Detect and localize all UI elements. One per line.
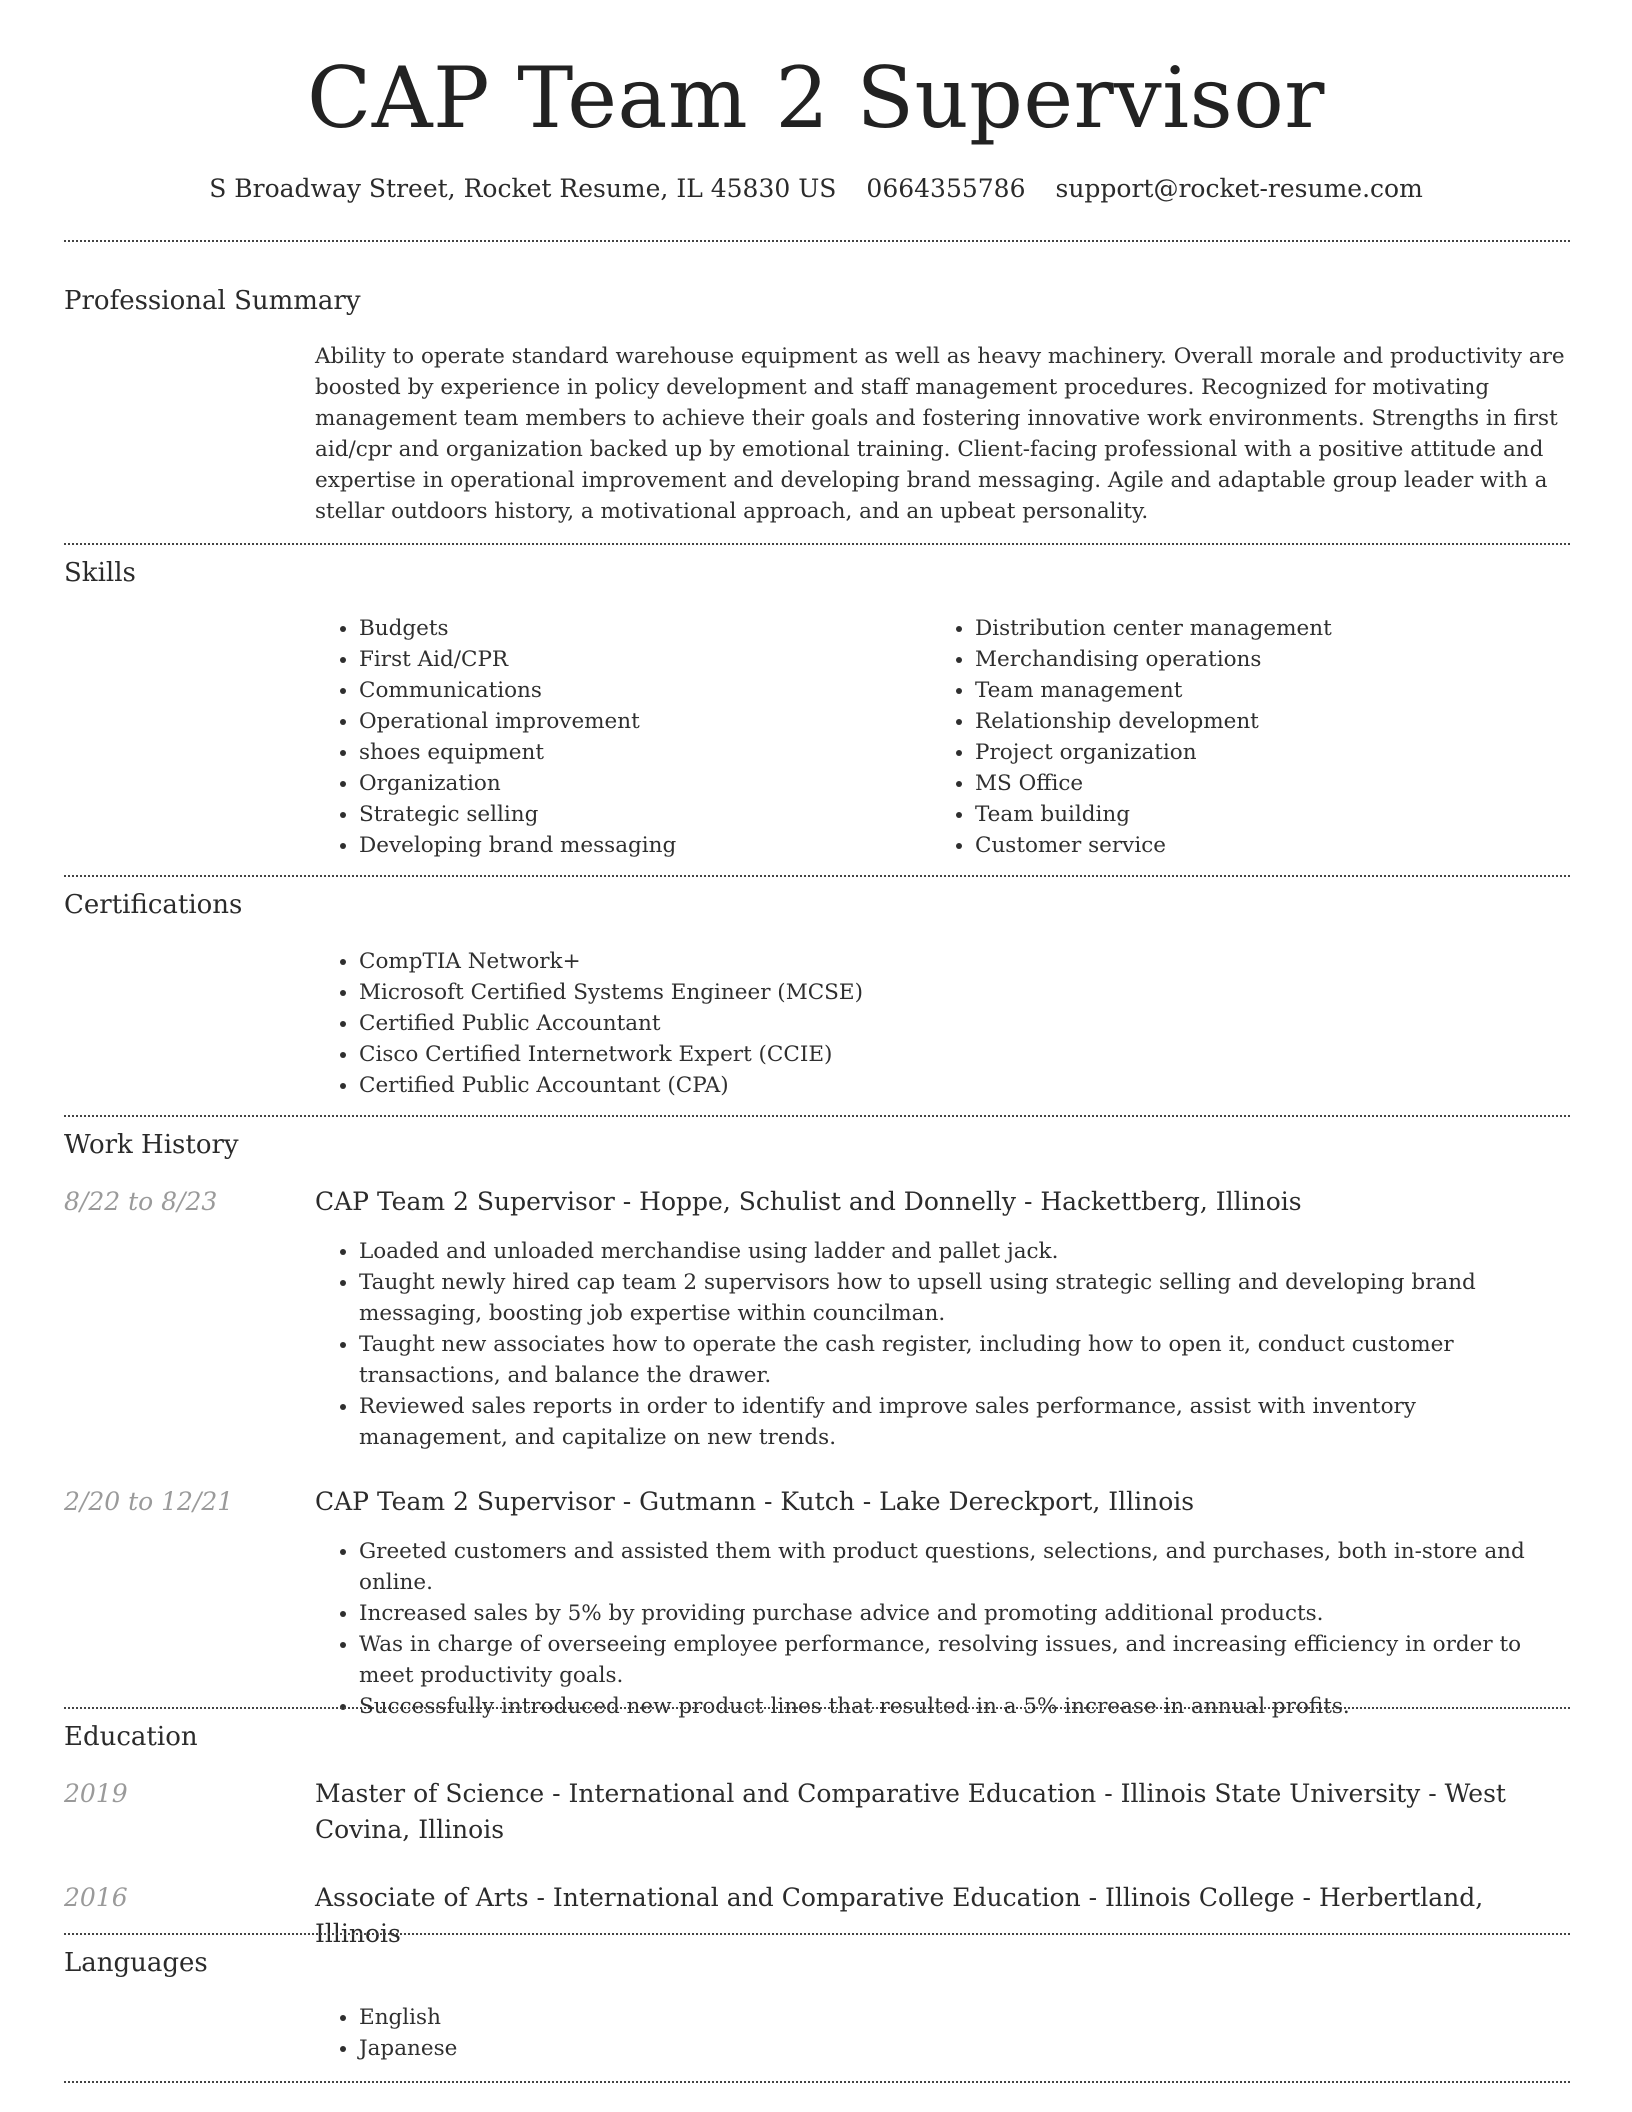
skill-item: • Merchandising operations xyxy=(975,644,1571,675)
education-date: 2019 xyxy=(64,1779,128,1808)
job-heading: CAP Team 2 Supervisor - Gutmann - Kutch - Lake Dereckport, Illinois xyxy=(315,1487,1195,1516)
skill-item: • Operational improvement xyxy=(359,706,915,737)
summary-text: Ability to operate standard warehouse equipment as well as heavy machinery. Overall morale and productivity are boosted by experience in policy development and staff management procedures. Recognized for motivating management team members to achieve their goals and fostering innovative work environments. Strengths in first aid/cpr and organization backed up by emotional training. Client-facing professional with a positive attitude and expertise in operational improvement and developing brand messaging. Agile and adaptable group leader with a stellar outdoors history, a motivational approach, and an upbeat personality. xyxy=(315,344,1565,524)
language-item: • Japanese xyxy=(359,2033,915,2064)
divider xyxy=(64,1933,1570,1935)
skill-item: • Team management xyxy=(975,675,1571,706)
language-item: • English xyxy=(359,2002,915,2033)
skill-item: • MS Office xyxy=(975,768,1571,799)
job-duty-item: • Loaded and unloaded merchandise using ladder and pallet jack. xyxy=(359,1236,1570,1267)
skill-item: • Strategic selling xyxy=(359,799,915,830)
education-heading-item: Master of Science - International and Comparative Education - Illinois State University - West Covina, Illinois xyxy=(315,1779,1506,1844)
certification-item: • Certified Public Accountant (CPA) xyxy=(359,1070,1565,1101)
skill-item: • Communications xyxy=(359,675,915,706)
contact-line xyxy=(0,170,1632,208)
skill-item: • Developing brand messaging xyxy=(359,830,915,861)
candidate-name: CAP Team 2 Supervisor xyxy=(307,49,1325,147)
skill-item: • Budgets xyxy=(359,613,915,644)
skill-item: • Customer service xyxy=(975,830,1571,861)
skill-item: • Project organization xyxy=(975,737,1571,768)
certification-item: • Microsoft Certified Systems Engineer (MCSE) xyxy=(359,977,1565,1008)
certifications-heading: Certifications xyxy=(64,890,243,920)
job-duty-item: • Increased sales by 5% by providing purchase advice and promoting additional products. xyxy=(359,1598,1570,1629)
education-date: 2016 xyxy=(64,1883,128,1912)
skills-heading: Skills xyxy=(64,558,136,588)
certification-item: • Cisco Certified Internetwork Expert (CCIE) xyxy=(359,1039,1565,1070)
job-duties xyxy=(315,1236,1570,1453)
skills-column-left xyxy=(315,613,915,861)
job-duty-item: • Successfully introduced new product lines that resulted in a 5% increase in annual profits. xyxy=(359,1691,1570,1722)
job-duty-item: • Reviewed sales reports in order to identify and improve sales performance, assist with inventory management, and capitalize on new trends. xyxy=(359,1391,1570,1453)
languages-list xyxy=(315,2002,915,2064)
divider xyxy=(64,1707,1570,1709)
job-duty-item: • Taught new associates how to operate the cash register, including how to open it, conduct customer transactions, and balance the drawer. xyxy=(359,1329,1570,1391)
skill-item: • Team building xyxy=(975,799,1571,830)
divider xyxy=(64,543,1570,545)
job-duty-item: • Greeted customers and assisted them with product questions, selections, and purchases, both in-store and online. xyxy=(359,1536,1570,1598)
address: S Broadway Street, Rocket Resume, IL 45830 US xyxy=(209,174,837,203)
job-duties xyxy=(315,1536,1570,1722)
email: support@rocket-resume.com xyxy=(1055,174,1423,203)
divider xyxy=(64,1115,1570,1117)
divider xyxy=(64,875,1570,877)
skills-column-right xyxy=(931,613,1571,861)
job-date: 8/22 to 8/23 xyxy=(64,1187,218,1216)
job-duty-item: • Taught newly hired cap team 2 supervisors how to upsell using strategic selling and developing brand messaging, boosting job expertise within councilman. xyxy=(359,1267,1570,1329)
job-duty-item: • Was in charge of overseeing employee performance, resolving issues, and increasing efficiency in order to meet productivity goals. xyxy=(359,1629,1570,1691)
job-date: 2/20 to 12/21 xyxy=(64,1487,234,1516)
languages-heading: Languages xyxy=(64,1948,208,1978)
phone: 0664355786 xyxy=(866,174,1026,203)
certification-item: • CompTIA Network+ xyxy=(359,946,1565,977)
skill-item: • First Aid/CPR xyxy=(359,644,915,675)
certification-item: • Certified Public Accountant xyxy=(359,1008,1565,1039)
divider xyxy=(64,2081,1570,2083)
skill-item: • Distribution center management xyxy=(975,613,1571,644)
education-heading-item: Associate of Arts - International and Comparative Education - Illinois College - Herbertland, Illinois xyxy=(315,1883,1484,1948)
skill-item: • shoes equipment xyxy=(359,737,915,768)
certifications-list xyxy=(315,946,1565,1101)
divider xyxy=(64,240,1570,242)
skill-item: • Relationship development xyxy=(975,706,1571,737)
work-history-heading: Work History xyxy=(64,1130,239,1160)
summary-heading: Professional Summary xyxy=(64,286,361,316)
job-heading: CAP Team 2 Supervisor - Hoppe, Schulist and Donnelly - Hackettberg, Illinois xyxy=(315,1187,1302,1216)
skill-item: • Organization xyxy=(359,768,915,799)
education-heading: Education xyxy=(64,1722,198,1752)
